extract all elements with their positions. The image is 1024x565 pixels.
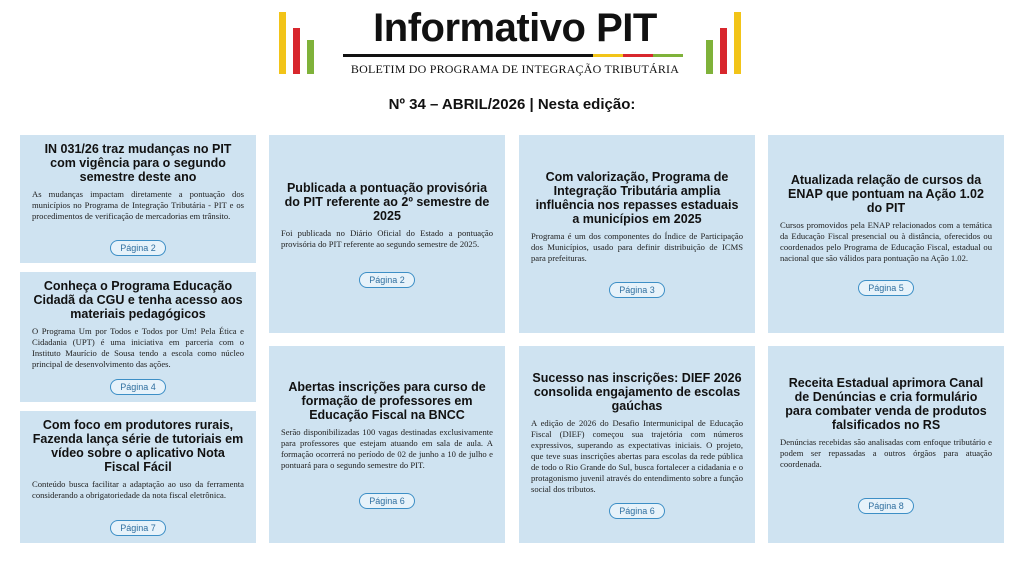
article-summary: Programa é um dos componentes do Índice de Participação dos Municípios, usado para definir distribuição de ICMS para prefeituras. [531, 231, 743, 263]
masthead [0, 0, 1024, 90]
page-link[interactable]: Página 4 [110, 379, 166, 395]
article-title: Sucesso nas inscrições: DIEF 2026 consolida engajamento de escolas gaúchas [532, 370, 742, 413]
article-summary: Serão disponibilizadas 100 vagas destinadas exclusivamente para professores que estejam atuando em sala de aula. A formação ocorrerá no período de 02 de junho a 10 de julho e pontuará para o segundo semestre do PIT. [281, 427, 493, 470]
page-link[interactable]: Página 7 [110, 520, 166, 536]
article-title: IN 031/26 traz mudanças no PIT com vigência para o segundo semestre deste ano [44, 142, 232, 184]
article-summary: O Programa Um por Todos e Todos por Um! Pela Ética e Cidadania (UPT) é uma iniciativa em parceria com o Instituto Maurício de Sousa tendo a escola como núcleo principal de desenvolvimento das ações. [32, 326, 244, 369]
page-link[interactable]: Página 3 [609, 282, 665, 298]
article-title: Publicada a pontuação provisória do PIT referente ao 2º semestre de 2025 [284, 180, 490, 223]
article-card[interactable] [20, 135, 256, 263]
article-summary: Cursos promovidos pela ENAP relacionados com a temática da Educação Fiscal presencial ou à distância, oferecidos ou coordenados pelo Programa de Educação Fiscal, estadual ou nacional que são válidos para pontuação na Ação 1.02. [780, 219, 992, 263]
article-card[interactable] [768, 135, 1004, 333]
page-link[interactable]: Página 6 [609, 503, 665, 519]
article-title: Abertas inscrições para curso de formação de professores em Educação Fiscal na BNCC [288, 380, 486, 422]
article-card[interactable] [20, 272, 256, 402]
page-link[interactable]: Página 2 [359, 272, 415, 288]
article-card[interactable] [519, 135, 755, 333]
article-title: Com valorização, Programa de Integração Tributária amplia influência nos repasses estaduais a municípios em 2025 [535, 170, 739, 226]
article-card[interactable] [519, 346, 755, 543]
article-summary: As mudanças impactam diretamente a pontuação dos municípios no Programa de Integração Tributária - PIT e os procedimentos de verificação de mercadorias em trânsito. [32, 189, 244, 221]
article-title: Atualizada relação de cursos da ENAP que pontuam na Ação 1.02 do PIT [788, 172, 984, 215]
article-card[interactable] [768, 346, 1004, 543]
article-card[interactable] [269, 346, 505, 543]
newsletter-subtitle: BOLETIM DO PROGRAMA DE INTEGRAÇÃO TRIBUTÁRIA [350, 62, 680, 76]
article-title: Receita Estadual aprimora Canal de Denúncias e cria formulário para combater venda de produtos falsificados no RS [785, 375, 987, 432]
article-summary: A edição de 2026 do Desafio Intermunicipal de Educação Fiscal (DIEF) começou sua trajetória com números expressivos, superando as expectativas iniciais. O projeto, que teve suas inscrições abertas para escolas da rede pública de todo o Rio Grande do Sul, busca fortalecer a cidadania e o protagonismo juvenil através do entendimento sobre a função social dos tributos. [531, 417, 743, 494]
article-summary: Denúncias recebidas são analisadas com enfoque tributário e podem ser repassadas a outros órgãos para atuação coordenada. [780, 436, 992, 469]
article-summary: Foi publicada no Diário Oficial do Estado a pontuação provisória do PIT referente ao segundo semestre de 2025. [281, 227, 493, 249]
article-summary: Conteúdo busca facilitar a adaptação ao uso da ferramenta considerando a obrigatoriedade da nota fiscal eletrônica. [32, 479, 244, 500]
logo-bars-right [706, 12, 746, 74]
article-title: Conheça o Programa Educação Cidadã da CGU e tenha acesso aos materiais pedagógicos [33, 279, 243, 321]
page-link[interactable]: Página 6 [359, 493, 415, 509]
logo-bars-left [279, 12, 319, 74]
title-rule [343, 54, 683, 57]
page-link[interactable]: Página 8 [858, 498, 914, 514]
edition-line: Nº 34 – ABRIL/2026 | Nesta edição: [388, 96, 636, 113]
article-card[interactable] [269, 135, 505, 333]
newsletter-title: Informativo PIT [373, 6, 657, 50]
page-link[interactable]: Página 2 [110, 240, 166, 256]
article-card[interactable] [20, 411, 256, 543]
page-link[interactable]: Página 5 [858, 280, 914, 296]
article-title: Com foco em produtores rurais, Fazenda lança série de tutoriais em vídeo sobre o aplicativo Nota Fiscal Fácil [32, 418, 244, 474]
